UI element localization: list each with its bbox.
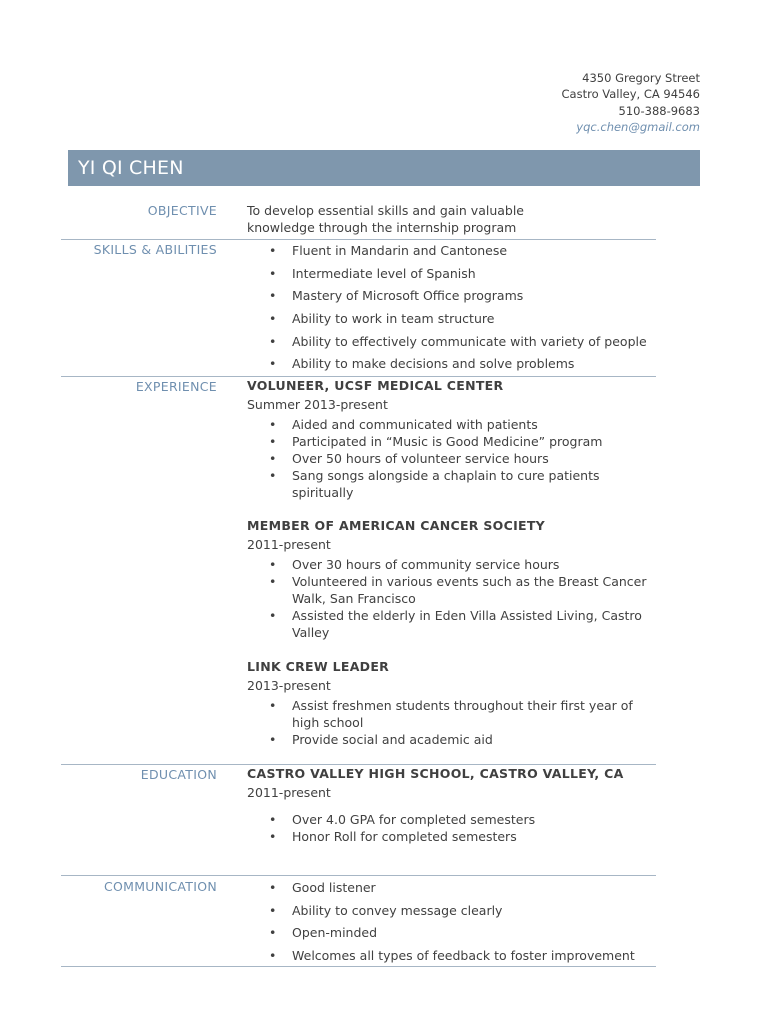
section-divider xyxy=(61,875,656,876)
job-date: Summer 2013-present xyxy=(247,397,388,412)
education-section xyxy=(247,766,667,845)
section-divider xyxy=(61,764,656,765)
school-name: CASTRO VALLEY HIGH SCHOOL, CASTRO VALLEY, CA xyxy=(247,766,624,781)
contact-street: 4350 Gregory Street xyxy=(582,71,700,85)
list-item: • Sang songs alongside a chaplain to cure patients spiritually xyxy=(247,467,602,501)
list-item: • Over 50 hours of volunteer service hours xyxy=(247,450,667,467)
list-item: • Welcomes all types of feedback to foster improvement xyxy=(247,947,667,964)
list-item: • Assist freshmen students throughout their first year of high school xyxy=(247,697,647,731)
list-item: • Volunteered in various events such as the Breast Cancer Walk, San Francisco xyxy=(247,573,657,607)
candidate-name: YI QI CHEN xyxy=(78,157,184,179)
education-date: 2011-present xyxy=(247,785,331,800)
list-item: • Over 4.0 GPA for completed semesters xyxy=(247,811,667,828)
objective-text xyxy=(247,202,667,236)
contact-phone: 510-388-9683 xyxy=(618,103,700,118)
job-title: LINK CREW LEADER xyxy=(247,659,390,674)
name-banner xyxy=(68,150,700,186)
list-item: • Open-minded xyxy=(247,924,667,941)
section-label-education: EDUCATION xyxy=(140,767,217,782)
job-entry xyxy=(247,659,667,748)
list-item: • Fluent in Mandarin and Cantonese xyxy=(247,242,667,259)
contact-city: Castro Valley, CA 94546 xyxy=(561,87,700,102)
skills-list xyxy=(247,242,667,372)
objective-line-1: To develop essential skills and gain valuable xyxy=(247,203,525,218)
list-item: • Honor Roll for completed semesters xyxy=(247,828,667,845)
list-item: • Ability to effectively communicate with variety of people xyxy=(247,333,667,350)
list-item: • Mastery of Microsoft Office programs xyxy=(247,287,667,304)
list-item: • Ability to work in team structure xyxy=(247,310,667,327)
section-label-experience: EXPERIENCE xyxy=(135,379,217,394)
contact-block xyxy=(562,70,700,136)
section-divider xyxy=(61,966,656,967)
objective-line-2: knowledge through the internship program xyxy=(247,220,517,235)
communication-section xyxy=(247,879,667,970)
section-divider xyxy=(61,376,656,377)
education-list xyxy=(247,811,667,845)
job-date: 2013-present xyxy=(247,678,331,693)
job-duties-list xyxy=(247,416,667,501)
contact-email-link[interactable]: yqc.chen@gmail.com xyxy=(576,120,700,135)
communication-list xyxy=(247,879,667,964)
job-title: MEMBER OF AMERICAN CANCER SOCIETY xyxy=(247,518,546,533)
list-item: • Provide social and academic aid xyxy=(247,731,667,748)
job-duties-list xyxy=(247,556,667,641)
section-label-objective: OBJECTIVE xyxy=(147,203,217,218)
job-date: 2011-present xyxy=(247,537,331,552)
list-item: • Aided and communicated with patients xyxy=(247,416,667,433)
job-entry xyxy=(247,518,667,641)
section-label-communication: COMMUNICATION xyxy=(103,879,217,894)
job-duties-list xyxy=(247,697,667,748)
list-item: • Ability to make decisions and solve problems xyxy=(247,355,667,372)
list-item: • Over 30 hours of community service hours xyxy=(247,556,667,573)
skills-section xyxy=(247,242,667,378)
section-divider xyxy=(61,239,656,240)
list-item: • Intermediate level of Spanish xyxy=(247,265,667,282)
section-label-skills: SKILLS & ABILITIES xyxy=(93,242,217,257)
job-title: VOLUNEER, UCSF MEDICAL CENTER xyxy=(247,378,504,393)
list-item: • Assisted the elderly in Eden Villa Assisted Living, Castro Valley xyxy=(247,607,657,641)
job-entry xyxy=(247,378,667,501)
list-item: • Participated in “Music is Good Medicine” program xyxy=(247,433,667,450)
list-item: • Good listener xyxy=(247,879,667,896)
list-item: • Ability to convey message clearly xyxy=(247,902,667,919)
